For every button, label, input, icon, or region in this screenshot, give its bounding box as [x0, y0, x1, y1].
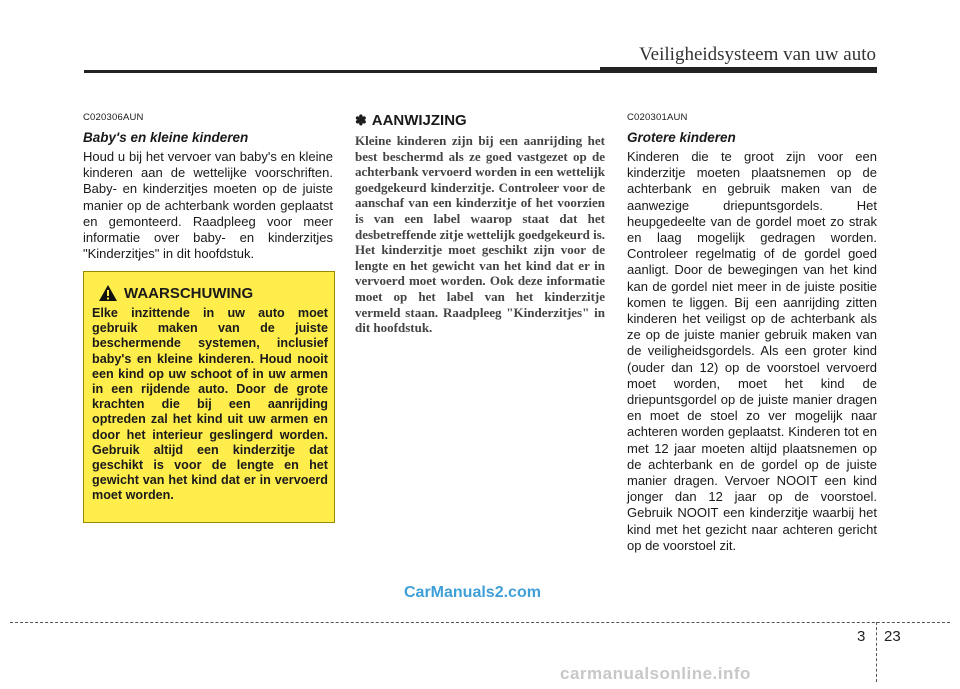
- page-number: 23: [884, 628, 901, 645]
- header-rule: [84, 70, 600, 73]
- note-header: [355, 112, 605, 129]
- page-header-title: Veiligheidsysteem van uw auto: [639, 44, 876, 65]
- section-code: C020306AUN: [83, 112, 144, 123]
- section-body: Houd u bij het vervoer van baby's en kleine kinderen aan de wettelijke voorschriften. Baby- en kinderzitjes moeten op de juiste manier op de achterbank worden geplaatst en gemonteerd. Raadpleeg voor meer informatie over baby- en kinderzitjes "Kinderzitjes" in dit hoofdstuk.: [83, 149, 333, 262]
- column-left: [83, 112, 333, 262]
- warning-header: [98, 284, 328, 302]
- note-text: Kleine kinderen zijn bij een aanrijding het best beschermd als ze goed vastgezet op de achterbank vervoerd worden in een wettelijk goedgekeurd kinderzitje. Controleer voor de aanschaf van een kinderzitje of het voorzien is van een label waarop staat dat het desbetreffende zitje wettelijk goedgekeurd is. Het kinderzitje moet geschikt zijn voor de lengte en het gewicht van het kind dat er in vervoerd moet worden. Ook deze informatie moet op het label van het kinderzitje vermeld staan. Raadpleeg "Kinderzitjes" in dit hoofdstuk.: [355, 133, 605, 336]
- warning-text: Elke inzittende in uw auto moet gebruik maken van de juiste beschermende systemen, inclusief baby's en kleine kinderen. Houd nooit een kind op uw schoot of in uw armen in een rijdende auto. Door de grote krachten die bij een aanrijding optreden zal het kind uit uw armen en door het interieur geslingerd worden. Gebruik altijd een kinderzitje dat geschikt is voor de lengte en het gewicht van het kind dat er in vervoerd moet worden.: [92, 306, 328, 503]
- header-rule-thick: [600, 67, 877, 73]
- watermark-link[interactable]: CarManuals2.com: [404, 584, 541, 601]
- chapter-number: 3: [857, 628, 866, 645]
- warning-box: [83, 271, 335, 523]
- section-code: C020301AUN: [627, 112, 688, 123]
- footer-site-watermark: carmanualsonline.info: [560, 664, 751, 683]
- note-title: AANWIJZING: [371, 112, 467, 129]
- section-heading: Baby's en kleine kinderen: [83, 130, 249, 145]
- footer-divider: [876, 622, 877, 682]
- asterisk-icon: ✽: [355, 112, 367, 128]
- footer-rule: [10, 622, 950, 623]
- section-body: Kinderen die te groot zijn voor een kinderzitje moeten plaatsnemen op de achterbank en gebruik maken van de aanwezige driepuntsgordels. Het heupgedeelte van de gordel moet zo strak en laag mogelijk gedragen worden. Controleer regelmatig of de gordel goed aanligt. Door de bewegingen van het kind kan de gordel niet meer in de juiste positie komen te liggen. Bij een aanrijding zitten kinderen het veiligst op de achterbank als ze op de juiste manier gebruik maken van de veiligheidsgordels. Als een groter kind (ouder dan 12) op de voorstoel vervoerd moet worden, moet het kind de driepuntsgordel op de juiste manier dragen en moet de stoel zo ver mogelijk naar achteren worden geplaatst. Kinderen tot en met 12 jaar moeten altijd plaatsnemen op de achterbank en de gordel op de juiste manier dragen. Vervoer NOOIT een kind jonger dan 12 jaar op de voorstoel. Gebruik NOOIT een kinderzitje waarbij het kind met het gezicht naar achteren gericht op de voorstoel zit.: [627, 149, 877, 553]
- column-right: [627, 112, 877, 554]
- warning-title: WAARSCHUWING: [124, 284, 254, 302]
- column-middle: [355, 112, 605, 336]
- warning-triangle-icon: [98, 284, 118, 302]
- section-heading: Grotere kinderen: [627, 130, 736, 145]
